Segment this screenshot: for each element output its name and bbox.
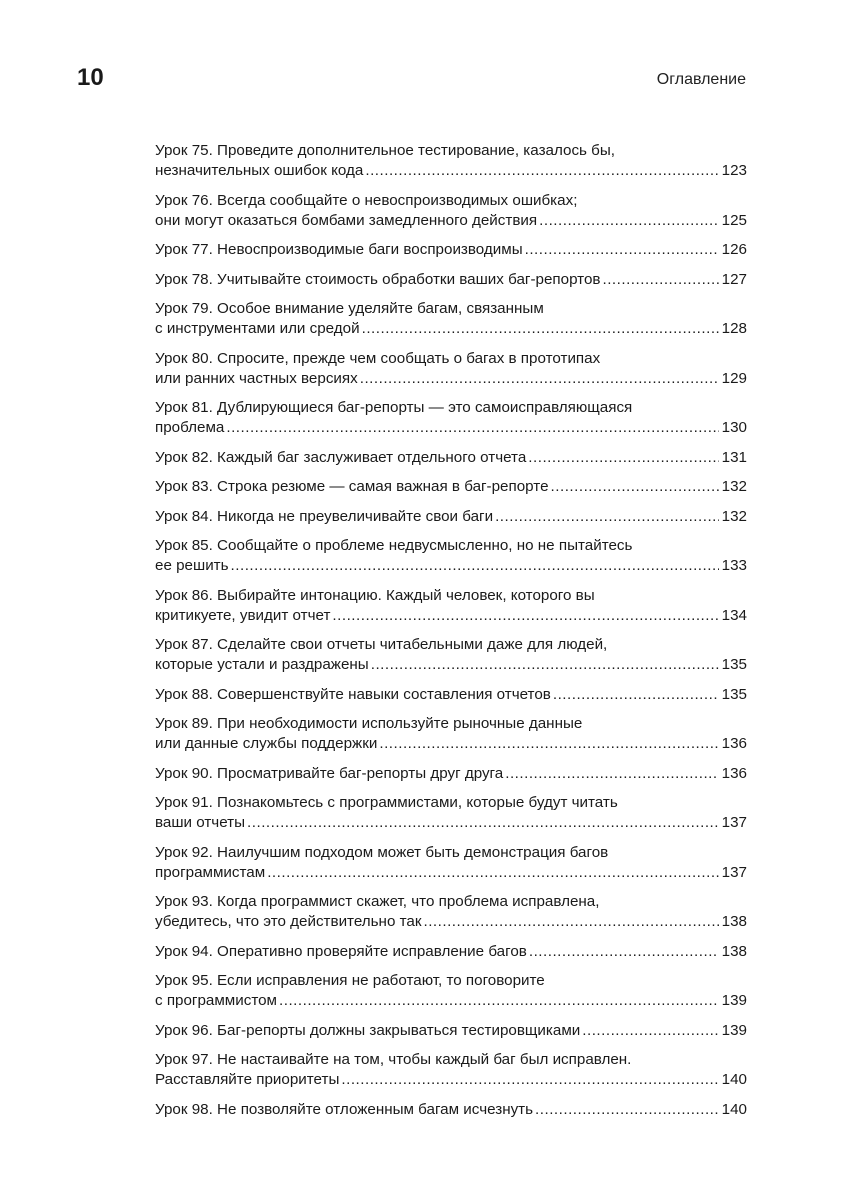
toc-entry-last-line: [155, 764, 747, 784]
toc-entry-title: Урок 78. Учитывайте стоимость обработки ваших баг-репортов: [155, 270, 601, 288]
toc-entry: [155, 191, 747, 231]
toc-entry-last-line: [155, 477, 747, 497]
toc-page-number: 132: [721, 478, 747, 495]
toc-entry: [155, 1050, 747, 1090]
dot-leader: [341, 1070, 718, 1090]
toc-entry-title: Урок 90. Просматривайте баг-репорты друг друга: [155, 764, 504, 782]
toc-entry-title: критикуете, увидит отчет: [155, 606, 331, 624]
toc-page-number: 135: [721, 685, 747, 703]
dot-leader: [553, 685, 719, 705]
toc-entry: [155, 448, 747, 468]
toc-entry-title: ее решить: [155, 557, 229, 574]
toc-entry-last-line: [155, 369, 747, 389]
dot-leader: [362, 319, 719, 339]
toc-entry-last-line: [155, 240, 747, 260]
toc-entry-last-line: [155, 270, 747, 290]
toc-page-number: 138: [721, 913, 747, 930]
toc-page-number: 136: [721, 764, 747, 782]
toc-entry-last-line: [155, 161, 747, 181]
toc-entry-line: Урок 97. Не настаивайте на том, чтобы каждый баг был исправлен.: [155, 1051, 632, 1068]
running-header: Оглавление: [656, 71, 746, 88]
dot-leader: [602, 270, 718, 290]
toc-entry: [155, 685, 747, 705]
dot-leader: [495, 507, 719, 527]
dot-leader: [525, 240, 719, 260]
dot-leader: [379, 734, 718, 754]
toc-entry-title: проблема: [155, 419, 225, 436]
toc-entry: [155, 843, 747, 883]
toc-entry-line: Урок 86. Выбирайте интонацию. Каждый человек, которого вы: [155, 586, 595, 604]
dot-leader: [535, 1100, 719, 1120]
toc-entry-title: или данные службы поддержки: [155, 735, 378, 752]
toc-entry-title: или ранних частных версиях: [155, 369, 358, 387]
dot-leader: [267, 863, 718, 883]
toc-page-number: 137: [721, 814, 747, 831]
toc-entry-last-line: [155, 734, 747, 754]
dot-leader: [360, 369, 719, 389]
toc-page-number: 131: [721, 448, 747, 466]
toc-entry-last-line: [155, 942, 747, 962]
toc-entry-title: Урок 83. Строка резюме — самая важная в баг-репорте: [155, 478, 549, 495]
toc-entry-title: Урок 94. Оперативно проверяйте исправление багов: [155, 942, 527, 960]
toc-entry-title: Урок 88. Совершенствуйте навыки составления отчетов: [155, 685, 551, 703]
toc-entry: [155, 240, 747, 260]
toc-page-number: 132: [721, 507, 747, 525]
toc-entry-title: Урок 82. Каждый баг заслуживает отдельного отчета: [155, 448, 527, 466]
toc-page-number: 139: [721, 1021, 747, 1039]
toc-entry: [155, 349, 747, 389]
toc-entry-title: Урок 77. Невоспроизводимые баги воспроизводимы: [155, 241, 523, 258]
toc-entry-last-line: [155, 991, 747, 1011]
toc-entry-last-line: [155, 418, 747, 438]
dot-leader: [279, 991, 719, 1011]
toc-page-number: 140: [721, 1100, 747, 1118]
toc-page-number: 134: [721, 606, 747, 624]
toc-entry-title: Расставляйте приоритеты: [155, 1071, 340, 1088]
toc-entry-last-line: [155, 912, 747, 932]
toc-page-number: 126: [721, 241, 747, 258]
dot-leader: [529, 942, 719, 962]
toc-page-number: 135: [721, 656, 747, 673]
dot-leader: [226, 418, 718, 438]
toc-entry-title: Урок 96. Баг-репорты должны закрываться тестировщиками: [155, 1021, 581, 1039]
toc-entry-line: Урок 91. Познакомьтесь с программистами, которые будут читать: [155, 794, 618, 811]
dot-leader: [423, 912, 718, 932]
toc-entry: [155, 764, 747, 784]
toc-page-number: 127: [721, 270, 747, 288]
toc-entry: [155, 299, 747, 339]
toc-entry: [155, 892, 747, 932]
toc-page-number: 138: [721, 942, 747, 960]
dot-leader: [539, 211, 719, 231]
toc-entry: [155, 793, 747, 833]
dot-leader: [247, 813, 719, 833]
toc-entry-title: убедитесь, что это действительно так: [155, 913, 422, 930]
toc-entry-title: незначительных ошибок кода: [155, 162, 364, 179]
dot-leader: [231, 556, 719, 576]
toc-page-number: 139: [721, 992, 747, 1009]
toc-page-number: 140: [721, 1071, 747, 1088]
toc-entry-title: Урок 84. Никогда не преувеличивайте свои баги: [155, 507, 494, 525]
toc-entry-title: с программистом: [155, 992, 277, 1009]
toc-entry-last-line: [155, 685, 747, 705]
table-of-contents: [155, 141, 747, 1129]
toc-entry: [155, 1021, 747, 1041]
toc-entry-last-line: [155, 507, 747, 527]
toc-entry-line: Урок 81. Дублирующиеся баг-репорты — это самоисправляющаяся: [155, 399, 633, 416]
dot-leader: [332, 606, 718, 626]
toc-entry: [155, 942, 747, 962]
toc-entry: [155, 270, 747, 290]
toc-entry: [155, 398, 747, 438]
toc-entry-last-line: [155, 655, 747, 675]
toc-entry: [155, 586, 747, 626]
toc-page-number: 130: [721, 419, 747, 436]
toc-entry-last-line: [155, 319, 747, 339]
toc-entry-line: Урок 75. Проведите дополнительное тестирование, казалось бы,: [155, 142, 616, 159]
toc-entry-title: они могут оказаться бомбами замедленного действия: [155, 211, 538, 229]
toc-entry-last-line: [155, 556, 747, 576]
page-number: 10: [77, 64, 104, 91]
toc-entry-last-line: [155, 863, 747, 883]
toc-entry-last-line: [155, 448, 747, 468]
toc-entry-line: Урок 92. Наилучшим подходом может быть демонстрация багов: [155, 843, 609, 861]
toc-entry-line: Урок 79. Особое внимание уделяйте багам, связанным: [155, 300, 544, 317]
dot-leader: [551, 477, 719, 497]
toc-entry-line: Урок 85. Сообщайте о проблеме недвусмысленно, но не пытайтесь: [155, 537, 633, 554]
toc-page-number: 125: [721, 211, 747, 229]
toc-entry-line: Урок 93. Когда программист скажет, что проблема исправлена,: [155, 893, 600, 910]
dot-leader: [528, 448, 718, 468]
toc-entry-line: Урок 89. При необходимости используйте рыночные данные: [155, 715, 583, 732]
dot-leader: [365, 161, 718, 181]
toc-entry: [155, 714, 747, 754]
toc-page-number: 133: [721, 557, 747, 574]
toc-entry-title: программистам: [155, 863, 266, 881]
toc-entry-title: с инструментами или средой: [155, 320, 360, 337]
toc-entry: [155, 635, 747, 675]
toc-entry-title: ваши отчеты: [155, 814, 246, 831]
toc-page-number: 129: [721, 369, 747, 387]
toc-entry-last-line: [155, 813, 747, 833]
toc-page-number: 123: [721, 162, 747, 179]
toc-entry-line: Урок 95. Если исправления не работают, то поговорите: [155, 972, 545, 989]
toc-entry-line: Урок 87. Сделайте свои отчеты читабельными даже для людей,: [155, 636, 608, 653]
toc-entry: [155, 507, 747, 527]
toc-entry-last-line: [155, 1070, 747, 1090]
toc-entry-last-line: [155, 1100, 747, 1120]
toc-page-number: 137: [721, 863, 747, 881]
toc-entry-title: Урок 98. Не позволяйте отложенным багам исчезнуть: [155, 1100, 534, 1118]
toc-entry: [155, 536, 747, 576]
toc-page-number: 136: [721, 735, 747, 752]
toc-entry-line: Урок 80. Спросите, прежде чем сообщать о багах в прототипах: [155, 349, 601, 367]
toc-entry: [155, 1100, 747, 1120]
toc-entry: [155, 971, 747, 1011]
dot-leader: [371, 655, 719, 675]
toc-entry: [155, 477, 747, 497]
toc-entry-title: которые устали и раздражены: [155, 656, 369, 673]
dot-leader: [582, 1021, 718, 1041]
dot-leader: [505, 764, 718, 784]
toc-entry-last-line: [155, 606, 747, 626]
toc-entry-last-line: [155, 1021, 747, 1041]
toc-entry-line: Урок 76. Всегда сообщайте о невоспроизводимых ошибках;: [155, 191, 578, 209]
toc-page-number: 128: [721, 320, 747, 337]
toc-entry-last-line: [155, 211, 747, 231]
toc-entry: [155, 141, 747, 181]
